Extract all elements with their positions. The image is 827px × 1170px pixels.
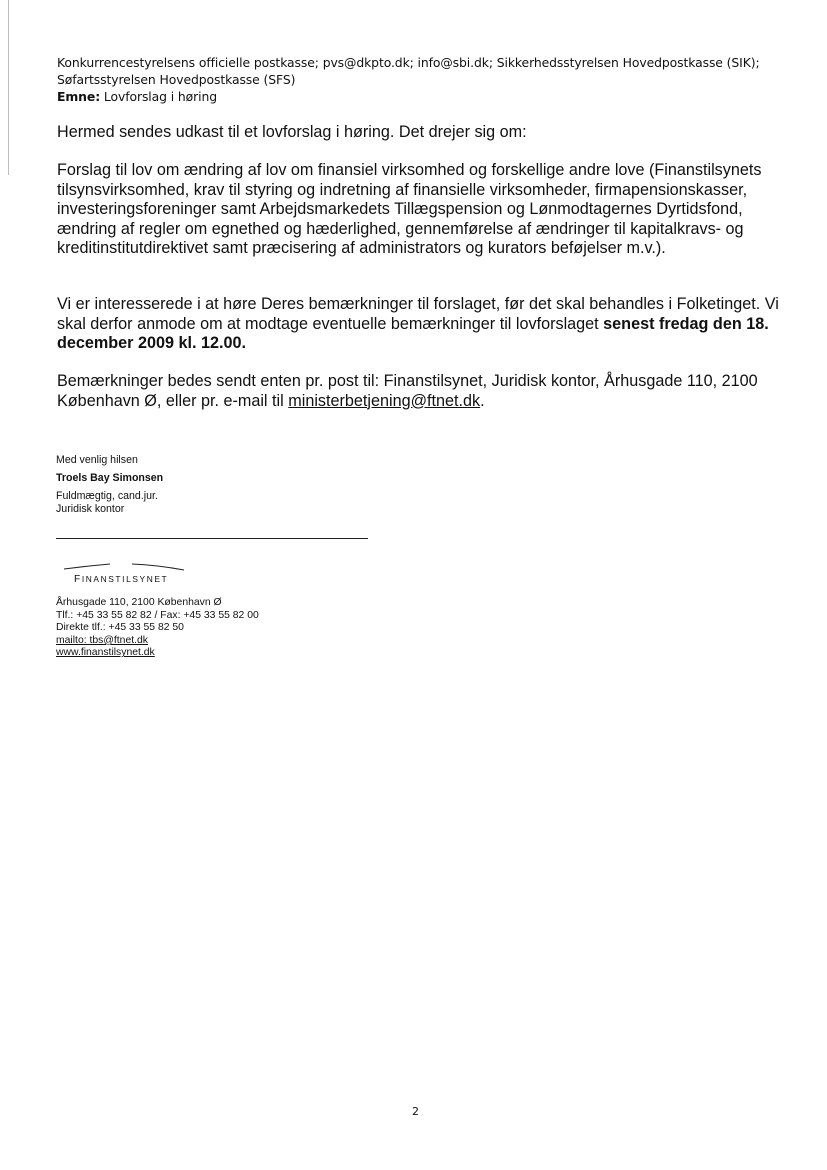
subject-value: Lovforslag i høring [103,89,218,104]
logo-wordmark [74,574,168,585]
signature-block [56,454,163,516]
remarks-end: . [480,391,485,410]
contact-direct-phone: Direkte tlf.: +45 33 55 82 50 [56,622,184,634]
request-paragraph [57,295,792,354]
contact-address: Århusgade 110, 2100 København Ø [56,597,222,608]
recipients-line: Konkurrencestyrelsens officielle postkasse; pvs@dkpto.dk; info@sbi.dk; Sikkerhedsstyrelsen Hovedpostkasse (SIK); [57,55,760,70]
contact-mailto-link[interactable]: mailto: tbs@ftnet.dk [56,634,148,646]
proposal-paragraph: Forslag til lov om ændring af lov om finansiel virksomhed og forskellige andre love (Finanstilsynets tilsynsvirksomhed, krav til styring og indretning af finansielle virksomheder, firmapensionskasser, investeringsforeninger samt Arbejdsmarkedets Tillægspension og Lønmodtagernes Dyrtidsfond, ændring af regler om egnethed og hæderlighed, gennemførelse af ændringer til kapitalkravs- og kreditinstitutdirektivet samt præcisering af administrators og kurators beføjelser m.v.). [57,161,762,258]
deadline-text: senest fredag den 18. december 2009 kl. 12.00. [57,314,769,353]
remarks-text: Bemærkninger bedes sendt enten pr. post til: Finanstilsynet, Juridisk kontor, Århusgade 110, 2100 København Ø, eller pr. e-mail til [57,372,758,410]
contact-phone-fax: Tlf.: +45 33 55 82 82 / Fax: +45 33 55 82 00 [56,609,259,621]
logo-rest: INANSTILSYNET [81,574,169,584]
signer-department: Juridisk kontor [56,503,125,515]
remarks-paragraph [57,372,792,411]
signer-title: Fuldmægtig, cand.jur. [56,490,158,502]
greeting: Med venlig hilsen [56,454,138,466]
contact-block [56,597,259,660]
scan-margin-line [8,0,9,175]
signature-divider [56,538,368,539]
email-link[interactable]: ministerbetjening@ftnet.dk [288,391,481,410]
subject-row [57,88,797,105]
page-number: 2 [412,1105,419,1118]
signer-name: Troels Bay Simonsen [56,472,164,484]
recipients-line: Søfartsstyrelsen Hovedpostkasse (SFS) [57,72,296,87]
contact-website-link[interactable]: www.finanstilsynet.dk [56,647,155,659]
logo-first-letter: F [74,574,82,585]
request-text: Vi er interesserede i at høre Deres bemærkninger til forslaget, før det skal behandles i Folketinget. Vi skal derfor anmode om at modtage eventuelle bemærkninger til lovforslaget [57,295,779,333]
subject-label: Emne: [57,89,101,104]
intro-paragraph: Hermed sendes udkast til et lovforslag i høring. Det drejer sig om: [57,123,527,141]
email-header [57,54,797,105]
